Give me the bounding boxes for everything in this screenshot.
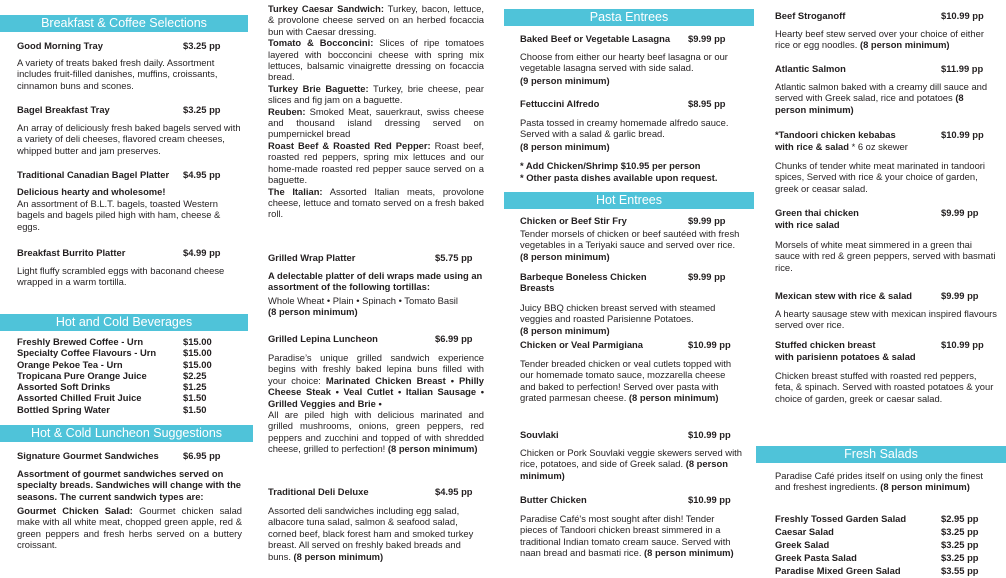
section-header-breakfast: Breakfast & Coffee Selections	[0, 15, 248, 32]
menu-item-parmigiana	[520, 339, 745, 350]
sandwich-desc: Gourmet chicken salad make with all white meat, chopped green apple, red & green peppers and fresh herbs served on a buttery croissant.	[17, 505, 242, 551]
item-description: Morsels of white meat simmered in a green thai sauce with red & green peppers, served with basmati rice.	[775, 239, 996, 273]
pasta-note: * Other pasta dishes available upon request.	[520, 172, 718, 183]
menu-item-stroganoff	[775, 10, 990, 21]
item-description: Juicy BBQ chicken breast served with steamed veggies and roasted Parisienne Potatoes.	[520, 302, 716, 325]
item-price: $3.25 pp	[941, 552, 979, 563]
item-description: A hearty sausage stew with mexican inspired flavours served over rice.	[775, 308, 997, 331]
item-price: $15.00	[183, 358, 212, 370]
item-description	[520, 228, 745, 262]
item-price: $4.95 pp	[435, 486, 473, 497]
sandwich-item	[268, 186, 484, 220]
item-name: Bagel Breakfast Tray	[17, 104, 110, 115]
item-minimum: (8 person minimum)	[520, 141, 610, 152]
item-name: Assorted Chilled Fruit Juice	[17, 392, 142, 404]
menu-item-tandoori	[775, 129, 990, 140]
item-intro: A delectable platter of deli wraps made using an assortment of the following tortillas:	[268, 270, 483, 293]
desc-part: Hearty beef stew served over your choice of either rice or egg noodles.	[775, 28, 984, 51]
item-name: Chicken or Veal Parmigiana	[520, 339, 643, 350]
item-subname: with rice salad	[775, 219, 840, 230]
item-price: $6.99 pp	[435, 333, 473, 344]
item-name: Grilled Lepina Luncheon	[268, 333, 378, 344]
menu-item-deli	[268, 486, 484, 497]
item-price: $10.99 pp	[688, 494, 731, 505]
list-item	[775, 526, 990, 539]
sandwich-label: Gourmet Chicken Salad:	[17, 505, 133, 516]
item-price: $3.25 pp	[183, 104, 221, 115]
item-minimum: (8 person minimum)	[520, 458, 728, 481]
sandwich-label: Tomato & Bocconcini:	[268, 37, 374, 49]
item-name: Freshly Brewed Coffee - Urn	[17, 336, 144, 347]
sandwich-item	[268, 106, 484, 140]
item-name: Green thai chicken	[775, 207, 859, 218]
beverage-list	[17, 336, 242, 415]
menu-item-good-morning	[17, 40, 242, 51]
item-price: $10.99 pp	[941, 129, 984, 140]
item-description	[268, 352, 484, 455]
item-description: Choose from either our hearty beef lasagna or our vegetable lasagna served with side salad.	[520, 51, 728, 74]
desc-part: Paradise Café prides itself on using only the finest and freshest ingredients.	[775, 470, 983, 493]
item-price: $15.00	[183, 336, 212, 347]
menu-item-thai	[775, 207, 990, 218]
item-name: Atlantic Salmon	[775, 63, 846, 74]
list-item	[775, 565, 990, 578]
item-minimum: (8 person minimum)	[880, 481, 970, 493]
item-name: Good Morning Tray	[17, 40, 103, 51]
item-name: Greek Pasta Salad	[775, 552, 857, 563]
item-name: Breakfast Burrito Platter	[17, 247, 126, 258]
item-price: $3.25 pp	[941, 526, 979, 537]
menu-item-bbq	[520, 271, 745, 294]
item-list: Whole Wheat • Plain • Spinach • Tomato Basil	[268, 295, 458, 306]
sandwich-label: The Italian:	[268, 185, 323, 197]
item-description: Pasta tossed in creamy homemade alfredo sauce. Served with a salad & garlic bread.	[520, 117, 729, 140]
item-tagline: Delicious hearty and wholesome!	[17, 186, 166, 197]
item-intro: Assortment of gourmet sandwiches served on specialty breads. Sandwiches will change with the seasons. The current sandwich types are:	[17, 468, 242, 502]
desc-part: Paradise’s unique grilled sandwich experience begins with freshly baked lepina buns filled with your choice:	[268, 352, 484, 386]
item-minimum: (8 person minimum)	[859, 39, 950, 51]
desc-part: Tender morsels of chicken or beef sautéed with fresh vegetables in a Teriyaki sauce and served over rice.	[520, 228, 740, 251]
menu-item-stuffed	[775, 339, 990, 350]
item-description	[520, 447, 742, 481]
list-item	[17, 347, 242, 358]
item-minimum: (9 person minimum)	[520, 75, 610, 86]
item-description	[775, 81, 997, 115]
item-price: $1.50	[183, 403, 207, 415]
salad-list	[775, 513, 990, 578]
sandwich-label: Roast Beef & Roasted Red Pepper:	[268, 139, 431, 151]
item-description: Chicken breast stuffed with roasted red peppers, feta, & spinach. Served with roasted potatoes & your choice of garden, greek or caesar salad.	[775, 370, 994, 404]
menu-item-signature	[17, 450, 242, 461]
item-price: $9.99 pp	[688, 33, 726, 44]
item-description	[17, 505, 242, 551]
item-price: $4.95 pp	[183, 169, 221, 180]
list-item	[775, 539, 990, 552]
item-note: * 6 oz skewer	[848, 141, 908, 152]
item-description	[775, 28, 997, 51]
item-description: An assortment of B.L.T. bagels, toasted Western bagels and bagels piled high with ham, cheese & eggs.	[17, 198, 221, 232]
menu-item-salmon	[775, 63, 990, 74]
sandwich-item	[268, 37, 484, 83]
sandwich-desc: Smoked Meat, sauerkraut, swiss cheese and thousand island dressing served on pumpernickel bread	[268, 105, 484, 140]
menu-item-canadian-bagel	[17, 169, 242, 180]
section-header-beverages: Hot and Cold Beverages	[0, 314, 248, 331]
item-description	[268, 505, 484, 562]
item-price: $2.25	[183, 369, 207, 381]
item-name: Bottled Spring Water	[17, 403, 110, 415]
item-price: $8.95 pp	[688, 98, 726, 109]
desc-part: All are piled high with delicious marinated and grilled mushrooms, onions, green peppers, red peppers and zucchini and topped of with shredded cheese, grilled to perfection!	[268, 409, 484, 455]
list-item	[775, 552, 990, 565]
menu-item-mexican	[775, 290, 990, 301]
section-header-salads: Fresh Salads	[756, 446, 1006, 463]
item-name: Orange Pekoe Tea - Urn	[17, 358, 123, 370]
sandwich-desc: Slices of ripe tomatoes layered with bocconcini cheese with spring mix lettuces, balsamic vinaigrette dressing on focaccia bread.	[268, 37, 484, 83]
item-price: $9.99 pp	[688, 215, 726, 226]
item-price: $10.99 pp	[688, 339, 731, 350]
item-minimum: (8 person minimum)	[628, 392, 719, 404]
sandwich-desc: Turkey, brie cheese, pear slices and fig jam on a baguette.	[268, 82, 484, 106]
item-price: $2.95 pp	[941, 513, 979, 524]
list-item	[17, 392, 242, 403]
section-header-luncheon: Hot & Cold Luncheon Suggestions	[0, 425, 253, 442]
section-header-pasta: Pasta Entrees	[504, 9, 754, 26]
desc-part: Chicken or Pork Souvlaki veggie skewers served with rice, potatoes, and side of Greek salad.	[520, 447, 742, 470]
item-subname	[775, 141, 990, 152]
item-name: Paradise Mixed Green Salad	[775, 565, 901, 576]
sandwich-label: Turkey Brie Baguette:	[268, 82, 369, 94]
menu-item-bagel-tray	[17, 104, 242, 115]
menu-item-butter-chicken	[520, 494, 745, 505]
list-item	[17, 404, 242, 415]
item-price: $15.00	[183, 347, 212, 359]
item-name: Freshly Tossed Garden Salad	[775, 513, 907, 524]
pasta-note: * Add Chicken/Shrimp $10.95 per person	[520, 160, 701, 171]
item-price: $9.99 pp	[941, 207, 979, 218]
sandwich-label: Turkey Caesar Sandwich:	[268, 3, 384, 14]
desc-part: Assorted deli sandwiches including egg salad, albacore tuna salad, salmon & seafood salad, corned beef, black forest ham and smoked turkey breast. All served on freshly baked breads and buns.	[268, 505, 474, 562]
sandwich-item	[268, 140, 484, 186]
sandwich-desc: Turkey, bacon, lettuce, & provolone cheese served on an herbed focaccia bun with Caesar dressing.	[268, 3, 484, 37]
menu-item-souvlaki	[520, 429, 745, 440]
item-name: Tropicana Pure Orange Juice	[17, 369, 147, 381]
item-price: $11.99 pp	[941, 63, 984, 74]
salads-intro	[775, 470, 997, 493]
item-description: An array of deliciously fresh baked bagels served with a variety of deli cheeses, flavored cream cheeses, whipped butter and jam preserves.	[17, 122, 241, 156]
desc-part: Atlantic salmon baked with a creamy dill sauce and served with Greek salad, rice and potatoes	[775, 81, 988, 104]
item-name: Beef Stroganoff	[775, 10, 846, 21]
item-minimum: (8 person minimum)	[268, 306, 358, 317]
lepina-choices: Marinated Chicken Breast • Philly Cheese Steak • Veal Cutlet • Italian Sausage • Grilled Veggies and Brie •	[268, 374, 484, 409]
sandwich-item	[268, 3, 484, 37]
item-price: $10.99 pp	[941, 10, 984, 21]
list-item	[775, 513, 990, 526]
desc-part: Tender breaded chicken or veal cutlets topped with our homemade tomato sauce, mozzarella cheese and baked to perfection! Served over pasta with grated parmesan cheese.	[520, 358, 732, 404]
item-description	[520, 513, 742, 559]
item-price: $9.99 pp	[688, 271, 726, 282]
item-name: *Tandoori chicken kebabas	[775, 129, 896, 140]
item-minimum: (8 person minimum)	[293, 550, 384, 562]
item-minimum: (8 person minimum)	[775, 92, 964, 115]
list-item	[17, 359, 242, 370]
item-name: Signature Gourmet Sandwiches	[17, 450, 159, 461]
item-name: Chicken or Beef Stir Fry	[520, 215, 627, 226]
menu-item-burrito	[17, 247, 242, 258]
sandwich-list	[268, 3, 484, 220]
menu-item-lepina	[268, 333, 484, 344]
item-name: Caesar Salad	[775, 526, 834, 537]
item-name: Souvlaki	[520, 429, 559, 440]
section-header-hot: Hot Entrees	[504, 192, 754, 209]
item-price: $1.25	[183, 381, 207, 393]
item-description	[520, 358, 742, 404]
item-price: $9.99 pp	[941, 290, 979, 301]
item-name: Barbeque Boneless Chicken Breasts	[520, 271, 647, 294]
menu-item-lasagna	[520, 33, 745, 44]
sandwich-label: Reuben:	[268, 105, 306, 117]
item-price: $6.95 pp	[183, 450, 221, 461]
item-name: Mexican stew with rice & salad	[775, 290, 913, 301]
menu-item-stirfry	[520, 215, 745, 226]
item-name: Butter Chicken	[520, 494, 587, 505]
item-name: Traditional Deli Deluxe	[268, 486, 369, 497]
item-subname: with parisienn potatoes & salad	[775, 351, 916, 362]
item-minimum: (8 person minimum)	[520, 250, 610, 262]
desc-part: Paradise Café's most sought after dish! Tender pieces of Tandoori chicken breast simmered in a traditional Indian tomato cream sauce. Served with naan bread and basmati rice.	[520, 513, 731, 559]
item-price: $10.99 pp	[688, 429, 731, 440]
item-minimum: (8 person minimum)	[520, 325, 610, 336]
item-name: Stuffed chicken breast	[775, 339, 876, 350]
menu-item-wrap	[268, 252, 484, 263]
item-price: $5.75 pp	[435, 252, 473, 263]
sandwich-item	[268, 83, 484, 106]
item-minimum: (8 person minimum)	[644, 547, 734, 559]
item-price: $4.99 pp	[183, 247, 221, 258]
item-name: Assorted Soft Drinks	[17, 381, 111, 393]
sandwich-desc: Roast beef, roasted red peppers, spring mix lettuces and our home-made roasted red pepper sauce served on a baguette.	[268, 139, 484, 186]
item-minimum: (8 person minimum)	[387, 443, 478, 455]
item-description: A variety of treats baked fresh daily. Assortment includes fruit-filled danishes, muffins, croissants, cinnamon buns and scones.	[17, 57, 218, 91]
item-name: with rice & salad	[775, 141, 849, 152]
item-price: $10.99 pp	[941, 339, 984, 350]
item-name: Traditional Canadian Bagel Platter	[17, 169, 170, 180]
item-description: Light fluffy scrambled eggs with baconand cheese wrapped in a warm tortilla.	[17, 265, 225, 288]
sandwich-desc: Assorted Italian meats, provolone cheese, lettuce and tomato served on a fresh baked roll.	[268, 185, 484, 220]
item-name: Greek Salad	[775, 539, 830, 550]
item-name: Fettuccini Alfredo	[520, 98, 600, 109]
list-item	[17, 336, 242, 347]
menu-item-fettuccini	[520, 98, 745, 109]
item-name: Specialty Coffee Flavours - Urn	[17, 347, 157, 359]
list-item	[17, 381, 242, 392]
item-price: $1.50	[183, 392, 207, 404]
item-description: Chunks of tender white meat marinated in tandoori spices, Served with rice & your choice of garden, greek or ceasar salad.	[775, 160, 986, 194]
item-price: $3.55 pp	[941, 565, 979, 576]
item-name: Baked Beef or Vegetable Lasagna	[520, 33, 671, 44]
item-price: $3.25 pp	[941, 539, 979, 550]
item-name: Grilled Wrap Platter	[268, 252, 356, 263]
list-item	[17, 370, 242, 381]
item-price: $3.25 pp	[183, 40, 221, 51]
